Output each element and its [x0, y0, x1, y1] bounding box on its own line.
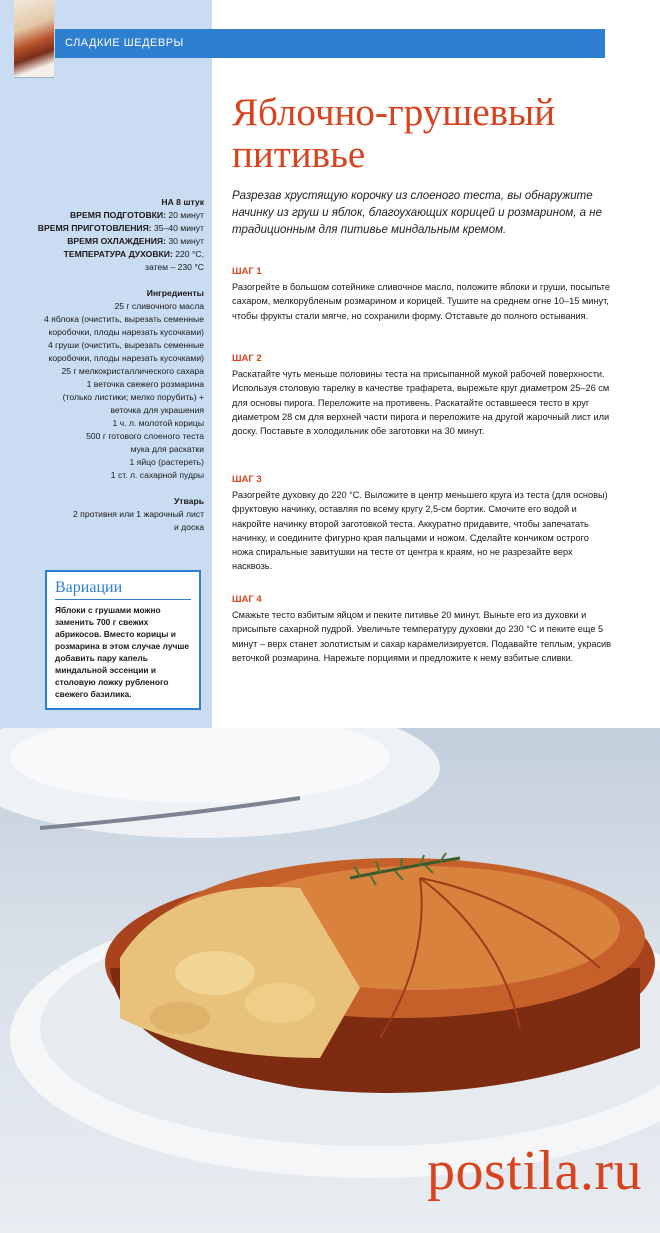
ingredient-line: коробочки, плоды нарезать кусочками) [48, 353, 204, 363]
ingredient-line: 1 яйцо (растереть) [129, 457, 204, 467]
step-4-heading: ШАГ 4 [232, 594, 262, 605]
ingredient-line: (только листики; мелко порубить) + [62, 392, 204, 402]
watermark: postila.ru [427, 1140, 642, 1202]
oven-temp: ТЕМПЕРАТУРА ДУХОВКИ: 220 °C, [63, 249, 204, 259]
ingredients-heading: Ингредиенты [146, 288, 204, 298]
utensil-line: и доска [173, 522, 204, 532]
ingredient-line: веточка для украшения [110, 405, 204, 415]
ingredient-line: 500 г готового слоеного теста [86, 431, 204, 441]
step-2-text: Раскатайте чуть меньше половины теста на присыпанной мукой рабочей поверхности. Используя столовую тарелку в качестве трафарета, вырежьте круг диаметром 25–26 см для основы пирога. Переложите на противень. Раскатайте оставшееся тесто в круг диаметром 28 см для верхней части пирога и переложите на другой жарочный лист или доску. Поставьте в холодильник обе заготовки на 30 минут. [232, 369, 610, 437]
ingredient-line: 4 яблока (очистить, вырезать семенные [44, 314, 204, 324]
ingredient-line: 25 г мелкокристаллического сахара [61, 366, 204, 376]
recipe-title [232, 92, 642, 176]
prep-time: ВРЕМЯ ПОДГОТОВКИ: 20 минут [70, 210, 204, 220]
ingredient-line: мука для раскатки [130, 444, 204, 454]
section-title: СЛАДКИЕ ШЕДЕВРЫ [65, 37, 184, 49]
step-1-text: Разогрейте в большом сотейнике сливочное масло, положите яблоки и груши, посыпьте сахаром, мелкорубленым розмарином и корицей. Тушите на среднем огне 10–15 минут, чтобы фрукты стали мягче, но сохранили форму. Отставьте до полного остывания. [232, 282, 610, 321]
ingredient-line: 1 веточка свежего розмарина [86, 379, 204, 389]
utensil-line: 2 противня или 1 жарочный лист [73, 509, 204, 519]
step-3-text: Разогрейте духовку до 220 °C. Выложите в центр меньшего круга из теста (для основы) фруктовую начинку, оставляя по всему кругу 2,5-см бортик. Смочите его водой и накройте начинку второй заготовкой теста. Аккуратно придавите, чтобы запечатать начинку, и соедините фигурно края пальцами и ножом. Сделайте кончиком острого ножа спиральные завитушки на тесте от центра к краям, но не разрезайте верх насквозь. [232, 490, 608, 572]
step-3-heading: ШАГ 3 [232, 474, 262, 485]
ingredient-line: 1 ст. л. сахарной пудры [110, 470, 204, 480]
cook-time: ВРЕМЯ ПРИГОТОВЛЕНИЯ: 35–40 минут [37, 223, 204, 233]
ingredient-line: 25 г сливочного масла [114, 301, 204, 311]
step-1-heading: ШАГ 1 [232, 266, 262, 277]
variations-title: Вариации [55, 579, 191, 600]
recipe-title-line1: Яблочно-грушевый [232, 91, 556, 134]
ingredient-line: 4 груши (очистить, вырезать семенные [48, 340, 204, 350]
variations-text: Яблоки с грушами можно заменить 700 г свежих абрикосов. Вместо корицы и розмарина в этом случае лучше добавить пару капель миндальной эссенции и столовую ложку рубленого свежего базилика. [55, 605, 190, 699]
pie-photo [0, 728, 660, 1233]
section-header [55, 29, 605, 58]
recipe-title-line2: питивье [232, 133, 366, 176]
oven-temp-2: затем – 230 °C [145, 262, 204, 272]
servings: НА 8 штук [161, 197, 204, 207]
ingredient-line: 1 ч. л. молотой корицы [112, 418, 204, 428]
step-2-heading: ШАГ 2 [232, 353, 262, 364]
intro-text: Разрезав хрустящую корочку из слоеного теста, вы обнаружите начинку из груш и яблок, благоухающих корицей и розмарином, а не традиционным для питивье миндальным кремом. [232, 190, 602, 236]
recipe-info [14, 196, 204, 534]
cool-time: ВРЕМЯ ОХЛАЖДЕНИЯ: 30 минут [67, 236, 204, 246]
step-4-text: Смажьте тесто взбитым яйцом и пеките питивье 20 минут. Выньте его из духовки и присыпьте сахарной пудрой. Увеличьте температуру духовки до 230 °C и пеките еще 5 минут – верх станет золотистым и сахар карамелизируется. Подавайте теплым, украсив веточкой розмарина. Нарежьте порциями и предложите к нему взбитые сливки. [232, 610, 612, 663]
variations-box [45, 570, 201, 710]
thumbnail-photo [14, 0, 54, 78]
utensils-heading: Утварь [173, 496, 204, 506]
ingredient-line: коробочки, плоды нарезать кусочками) [48, 327, 204, 337]
